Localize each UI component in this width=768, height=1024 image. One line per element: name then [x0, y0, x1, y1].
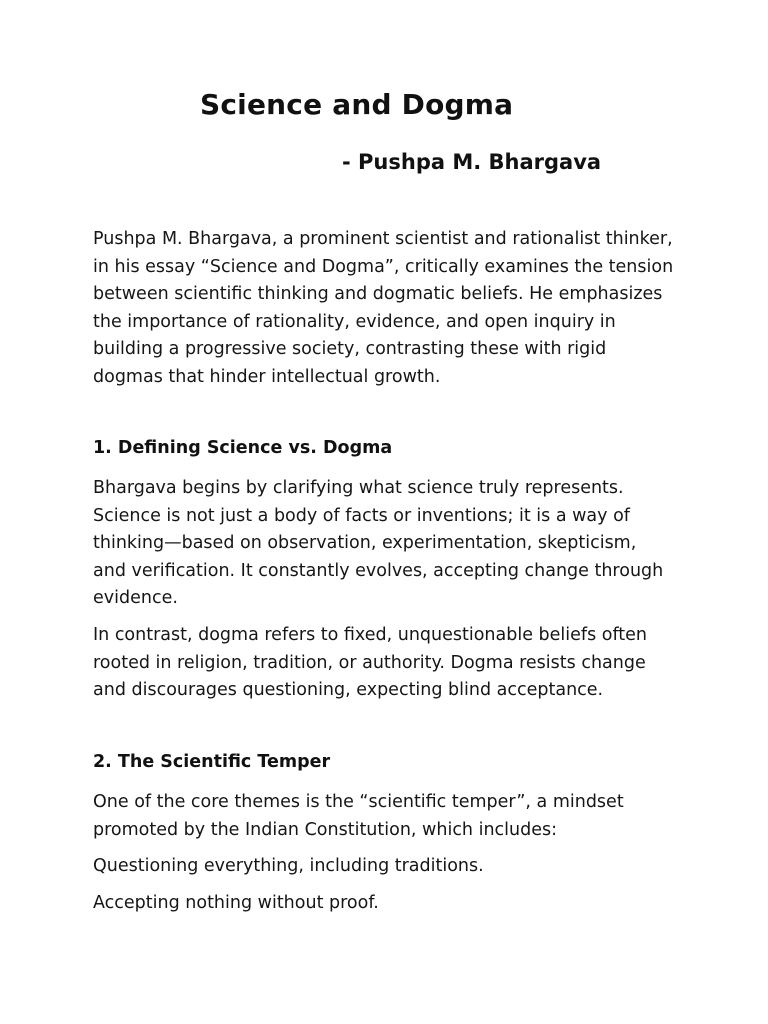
section2-paragraph-intro	[93, 789, 683, 844]
intro-paragraph	[93, 226, 683, 391]
text-line: In contrast, dogma refers to fixed, unquestionable beliefs often	[93, 625, 648, 645]
text-line: One of the core themes is the “scientific temper”, a mindset	[93, 792, 624, 812]
text-line: dogmas that hinder intellectual growth.	[93, 366, 441, 387]
text-line: and discourages questioning, expecting blind acceptance.	[93, 680, 604, 700]
text-line: in his essay “Science and Dogma”, critically examines the tension	[93, 256, 674, 277]
section1-paragraph-dogma	[93, 622, 683, 705]
text-line: promoted by the Indian Constitution, which includes:	[93, 819, 558, 840]
text-line: between scientific thinking and dogmatic beliefs. He emphasizes	[93, 284, 663, 304]
section-heading-scientific-temper: 2. The Scientific Temper	[93, 752, 331, 772]
section2-item-questioning: Questioning everything, including traditions.	[93, 856, 484, 876]
author-byline: - Pushpa M. Bhargava	[342, 150, 602, 174]
text-line: and verification. It constantly evolves, accepting change through	[93, 560, 664, 581]
text-line: rooted in religion, tradition, or authority. Dogma resists change	[93, 652, 646, 673]
section2-item-accepting: Accepting nothing without proof.	[93, 893, 379, 913]
text-line: thinking—based on observation, experimentation, skepticism,	[93, 533, 637, 553]
text-line: evidence.	[93, 588, 178, 608]
text-line: building a progressive society, contrasting these with rigid	[93, 339, 607, 359]
section1-paragraph-science	[93, 475, 683, 613]
text-line: Pushpa M. Bhargava, a prominent scientist and rationalist thinker,	[93, 229, 673, 249]
section-heading-defining-science: 1. Defining Science vs. Dogma	[93, 438, 393, 458]
document-title: Science and Dogma	[200, 88, 514, 121]
text-line: the importance of rationality, evidence, and open inquiry in	[93, 311, 616, 332]
text-line: Science is not just a body of facts or inventions; it is a way of	[93, 505, 630, 526]
text-line: Bhargava begins by clarifying what science truly represents.	[93, 478, 624, 498]
